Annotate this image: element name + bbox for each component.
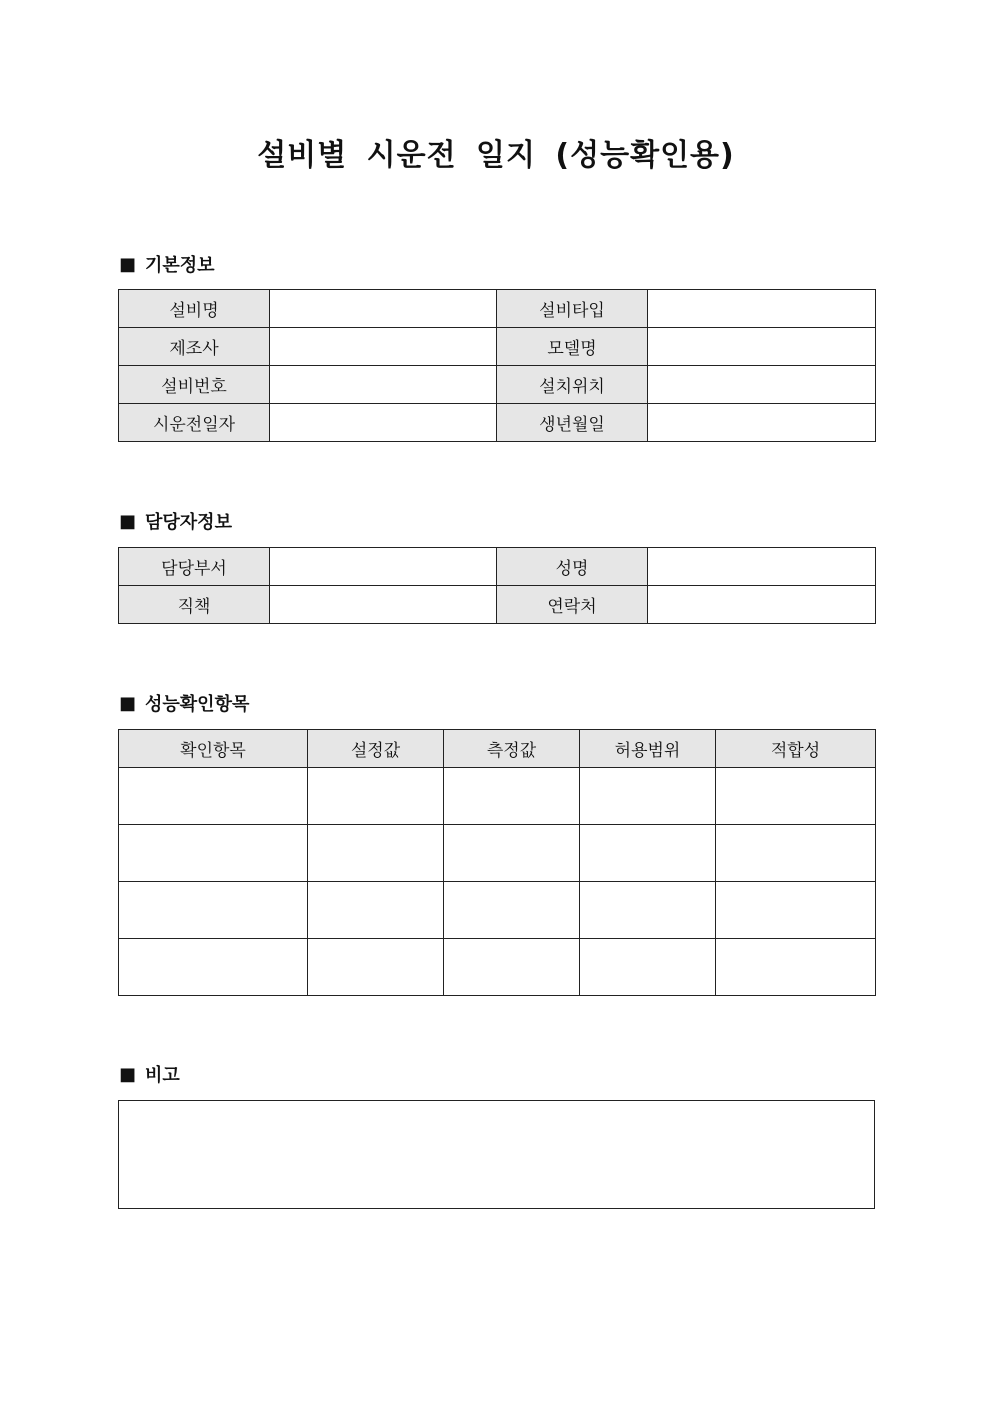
- field-value[interactable]: [648, 328, 876, 366]
- table-row: [119, 825, 876, 882]
- field-value[interactable]: [648, 290, 876, 328]
- table-header-row: [119, 730, 876, 768]
- section-heading-manager-info: [119, 508, 232, 534]
- field-value[interactable]: [270, 404, 497, 442]
- table-cell[interactable]: [444, 825, 580, 882]
- column-header: 확인항목: [119, 730, 308, 768]
- field-label: 담당부서: [119, 548, 270, 586]
- table-cell[interactable]: [716, 768, 876, 825]
- section-title: 성능확인항목: [145, 694, 250, 715]
- field-label: 설치위치: [497, 366, 648, 404]
- square-bullet-icon: ■: [119, 510, 137, 532]
- table-row: [119, 548, 876, 586]
- field-label: 모델명: [497, 328, 648, 366]
- table-cell[interactable]: [444, 882, 580, 939]
- table-row: [119, 882, 876, 939]
- table-row: [119, 404, 876, 442]
- performance-table: [118, 729, 876, 996]
- field-label: 직책: [119, 586, 270, 624]
- table-cell[interactable]: [716, 825, 876, 882]
- remarks-box[interactable]: [118, 1100, 875, 1209]
- square-bullet-icon: ■: [119, 692, 137, 714]
- field-value[interactable]: [648, 366, 876, 404]
- table-cell[interactable]: [580, 768, 716, 825]
- column-header: 적합성: [716, 730, 876, 768]
- section-heading-basic-info: [119, 251, 215, 277]
- field-label: 성명: [497, 548, 648, 586]
- table-cell[interactable]: [308, 768, 444, 825]
- table-cell[interactable]: [308, 825, 444, 882]
- section-title: 기본정보: [145, 255, 215, 276]
- manager-info-table: [118, 547, 876, 624]
- basic-info-table: [118, 289, 876, 442]
- table-cell[interactable]: [580, 825, 716, 882]
- section-heading-remarks: [119, 1061, 180, 1087]
- table-cell[interactable]: [716, 939, 876, 996]
- table-cell[interactable]: [119, 939, 308, 996]
- field-value[interactable]: [648, 586, 876, 624]
- field-label: 연락처: [497, 586, 648, 624]
- field-label: 시운전일자: [119, 404, 270, 442]
- field-label: 제조사: [119, 328, 270, 366]
- table-cell[interactable]: [308, 882, 444, 939]
- table-cell[interactable]: [444, 939, 580, 996]
- field-value[interactable]: [648, 404, 876, 442]
- table-cell[interactable]: [580, 939, 716, 996]
- column-header: 측정값: [444, 730, 580, 768]
- table-cell[interactable]: [580, 882, 716, 939]
- table-cell[interactable]: [444, 768, 580, 825]
- table-row: [119, 768, 876, 825]
- square-bullet-icon: ■: [119, 253, 137, 275]
- field-value[interactable]: [270, 586, 497, 624]
- field-value[interactable]: [270, 290, 497, 328]
- table-row: [119, 366, 876, 404]
- field-value[interactable]: [648, 548, 876, 586]
- table-row: [119, 939, 876, 996]
- table-cell[interactable]: [119, 768, 308, 825]
- section-heading-performance: [119, 690, 249, 716]
- field-value[interactable]: [270, 548, 497, 586]
- table-cell[interactable]: [308, 939, 444, 996]
- column-header: 설정값: [308, 730, 444, 768]
- table-row: [119, 586, 876, 624]
- field-value[interactable]: [270, 328, 497, 366]
- field-label: 설비명: [119, 290, 270, 328]
- column-header: 허용범위: [580, 730, 716, 768]
- field-label: 설비번호: [119, 366, 270, 404]
- section-title: 비고: [145, 1065, 180, 1086]
- table-row: [119, 290, 876, 328]
- section-title: 담당자정보: [145, 512, 232, 533]
- field-label: 생년월일: [497, 404, 648, 442]
- table-cell[interactable]: [119, 882, 308, 939]
- field-label: 설비타입: [497, 290, 648, 328]
- table-cell[interactable]: [716, 882, 876, 939]
- table-cell[interactable]: [119, 825, 308, 882]
- page-title: 설비별 시운전 일지 (성능확인용): [257, 138, 735, 173]
- field-value[interactable]: [270, 366, 497, 404]
- square-bullet-icon: ■: [119, 1063, 137, 1085]
- table-row: [119, 328, 876, 366]
